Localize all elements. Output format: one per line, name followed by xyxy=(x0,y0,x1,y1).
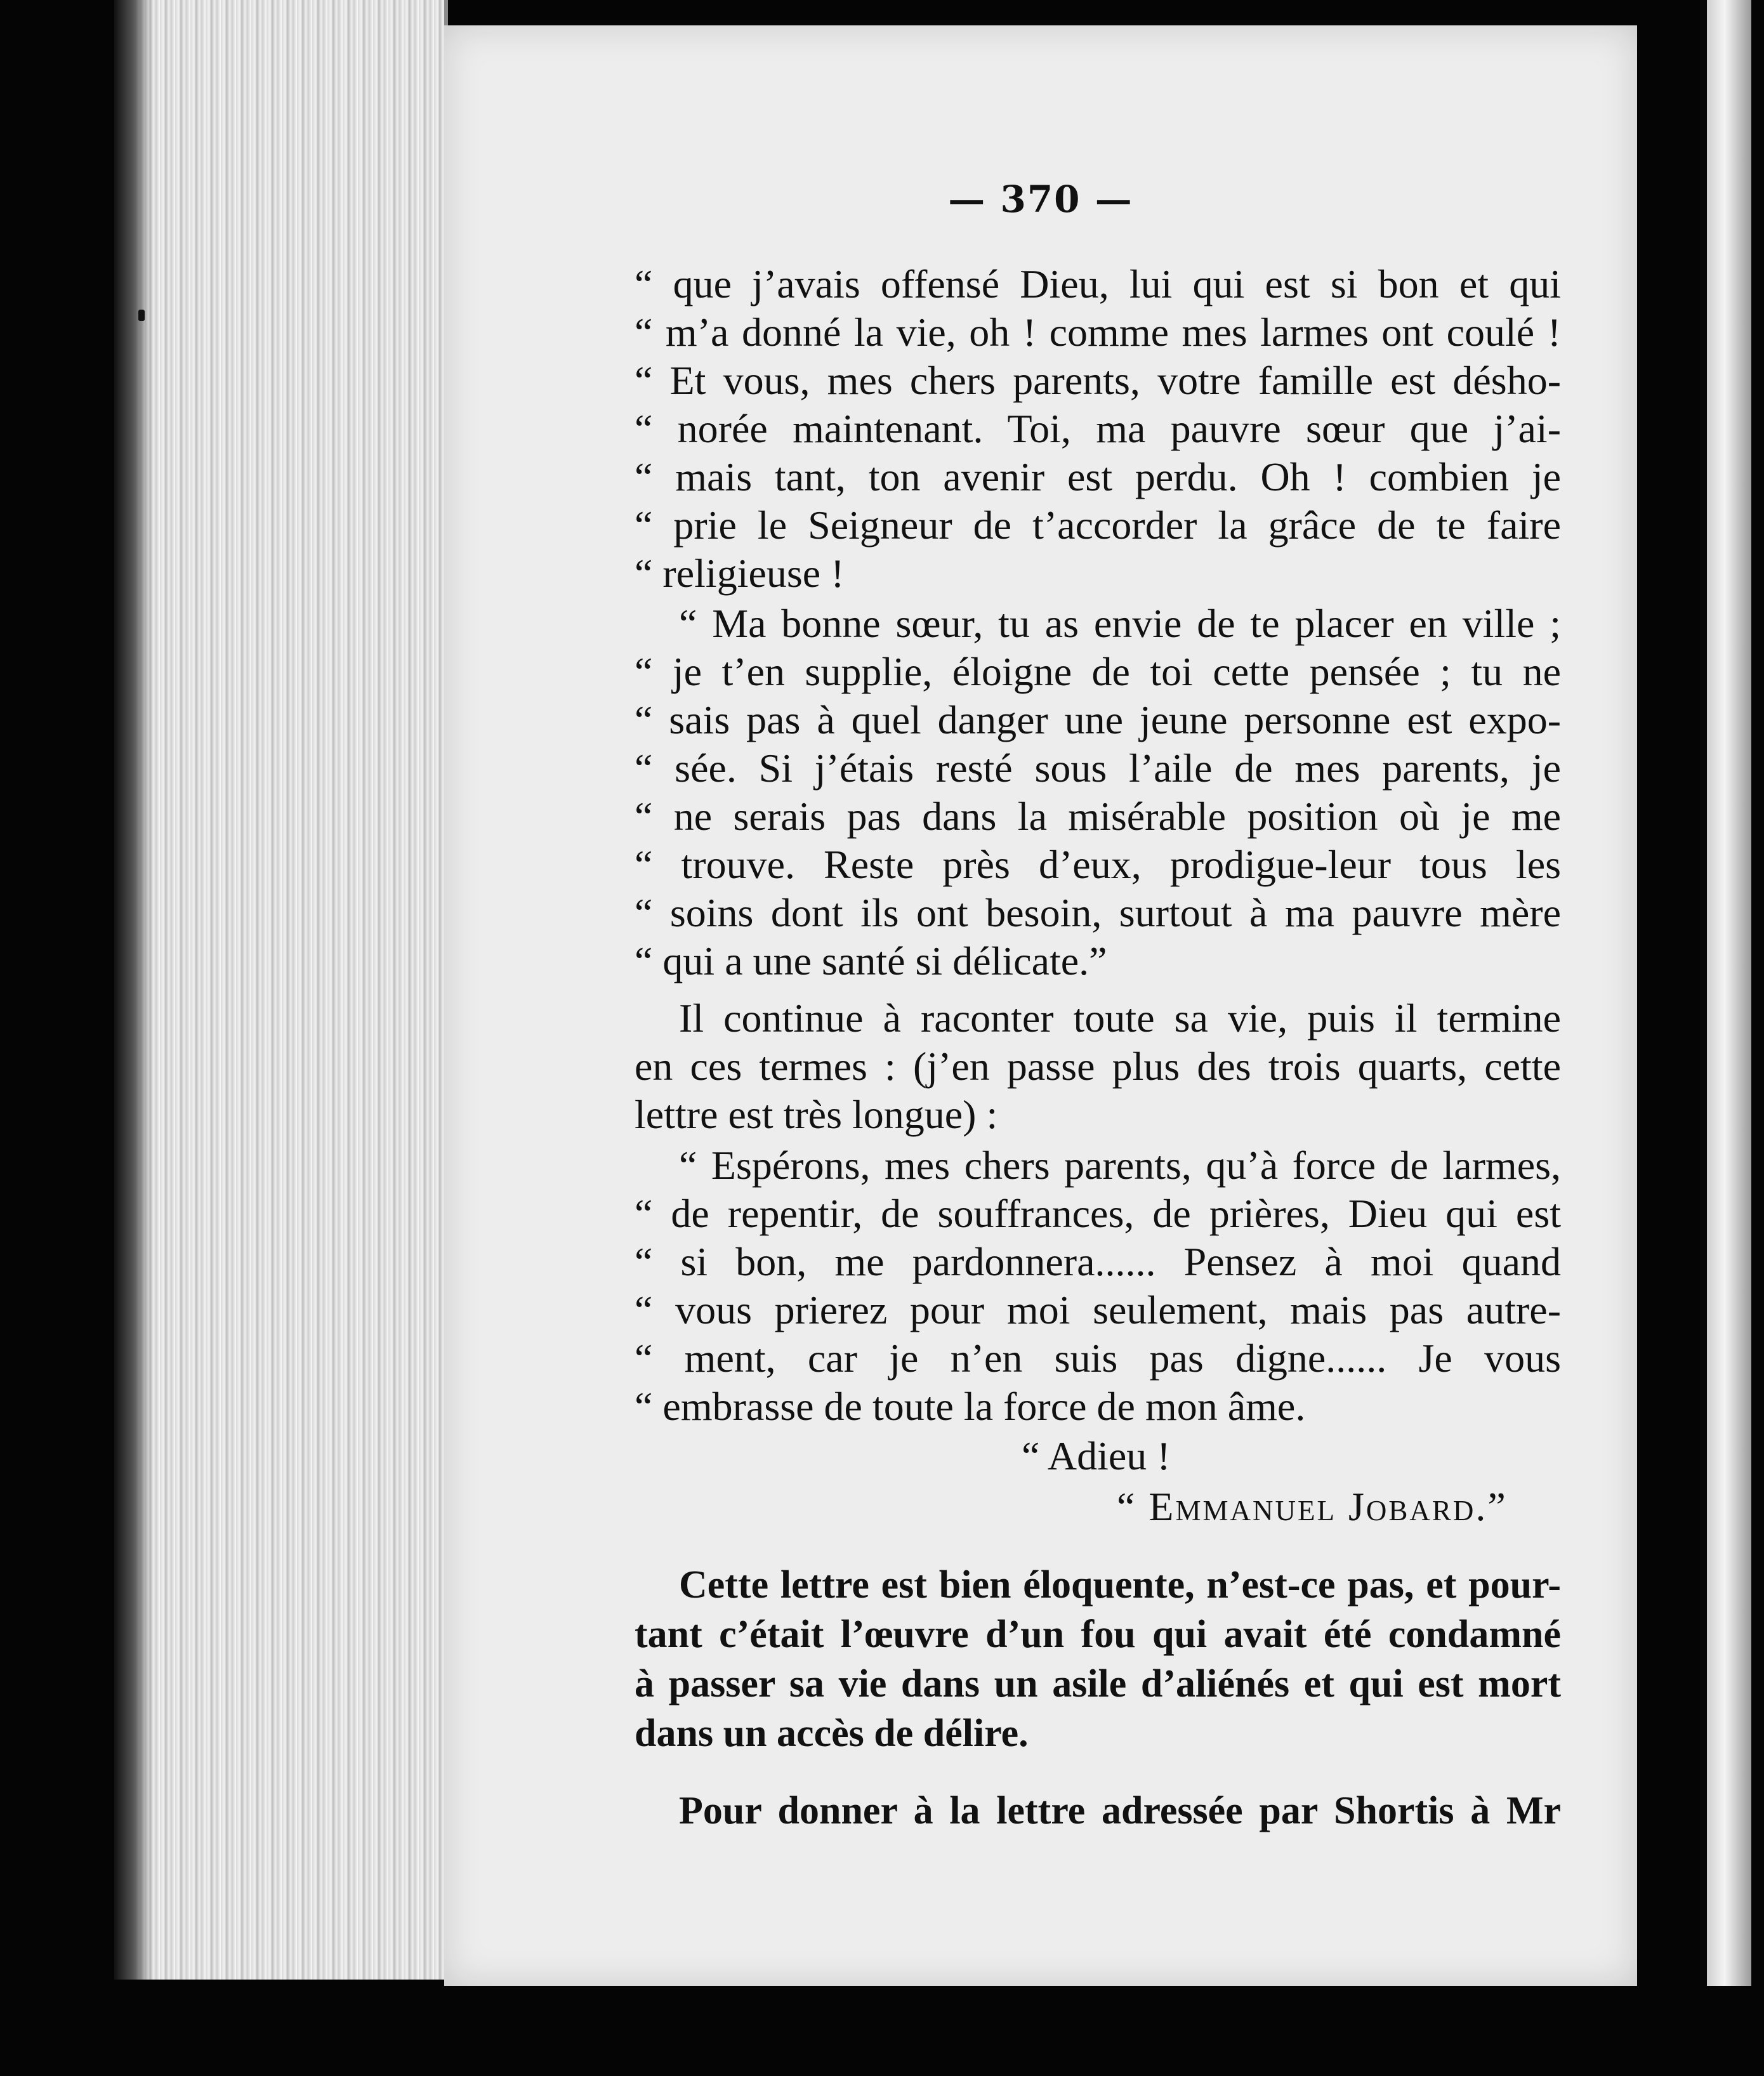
letter-line: “ Espérons, mes chers parents, qu’à force de larmes, xyxy=(679,1143,1561,1188)
letter-line: “ embrasse de toute la force de mon âme. xyxy=(635,1384,1306,1429)
page-body xyxy=(444,25,1637,1986)
commentary-line: dans un accès de délire. xyxy=(635,1712,1029,1755)
letter-line: “ que j’avais offensé Dieu, lui qui est si bon et qui xyxy=(635,261,1561,306)
narrative-line: en ces termes : (j’en passe plus des trois quarts, cette xyxy=(635,1044,1561,1089)
narrative-line: lettre est très longue) : xyxy=(635,1092,998,1137)
letter-line: “ norée maintenant. Toi, ma pauvre sœur que j’ai- xyxy=(635,406,1561,451)
book-page xyxy=(444,25,1637,1986)
closing-line: Pour donner à la lettre adressée par Shortis à Mr xyxy=(679,1789,1561,1832)
letter-line: “ trouve. Reste près d’eux, prodigue-leur tous les xyxy=(635,842,1561,887)
letter-line: “ prie le Seigneur de t’accorder la grâce de te faire xyxy=(635,503,1561,548)
letter-line: “ mais tant, ton avenir est perdu. Oh ! combien je xyxy=(635,454,1561,499)
commentary-line: Cette lettre est bien éloquente, n’est-ce pas, et pour- xyxy=(679,1563,1561,1606)
page-number: — 370 — xyxy=(948,178,1133,221)
letter-line: “ m’a donné la vie, oh ! comme mes larmes ont coulé ! xyxy=(635,310,1561,355)
letter-line: “ sais pas à quel danger une jeune personne est expo- xyxy=(635,697,1561,742)
narrative-line: Il continue à raconter toute sa vie, puis il termine xyxy=(679,995,1561,1041)
letter-line: “ je t’en supplie, éloigne de toi cette pensée ; tu ne xyxy=(635,649,1561,694)
letter-line: “ ment, car je n’en suis pas digne...... Je vous xyxy=(635,1336,1561,1381)
letter-line: “ soins dont ils ont besoin, surtout à ma pauvre mère xyxy=(635,890,1561,935)
letter-line: “ qui a une santé si délicate.” xyxy=(635,938,1107,983)
letter-line: “ vous prierez pour moi seulement, mais pas autre- xyxy=(635,1287,1561,1332)
letter-line: “ Et vous, mes chers parents, votre famille est désho- xyxy=(635,358,1561,403)
letter-adieu: “ Adieu ! xyxy=(1022,1433,1171,1478)
letter-line: “ si bon, me pardonnera...... Pensez à moi quand xyxy=(635,1239,1561,1284)
letter-line: “ sée. Si j’étais resté sous l’aile de mes parents, je xyxy=(635,746,1561,791)
letter-line: “ Ma bonne sœur, tu as envie de te placer en ville ; xyxy=(679,601,1561,646)
commentary-line: à passer sa vie dans un asile d’aliénés et qui est mort xyxy=(635,1662,1561,1705)
ink-mark xyxy=(138,310,145,321)
facing-page-edge xyxy=(1707,0,1751,1986)
commentary-line: tant c’était l’œuvre d’un fou qui avait été condamné xyxy=(635,1613,1561,1656)
letter-line: “ religieuse ! xyxy=(635,551,845,596)
letter-line: “ ne serais pas dans la misérable position où je me xyxy=(635,794,1561,839)
book-page-edges xyxy=(114,0,448,1980)
letter-line: “ de repentir, de souffrances, de prières, Dieu qui est xyxy=(635,1191,1561,1236)
letter-signature: “ Emmanuel Jobard.” xyxy=(1117,1484,1508,1529)
